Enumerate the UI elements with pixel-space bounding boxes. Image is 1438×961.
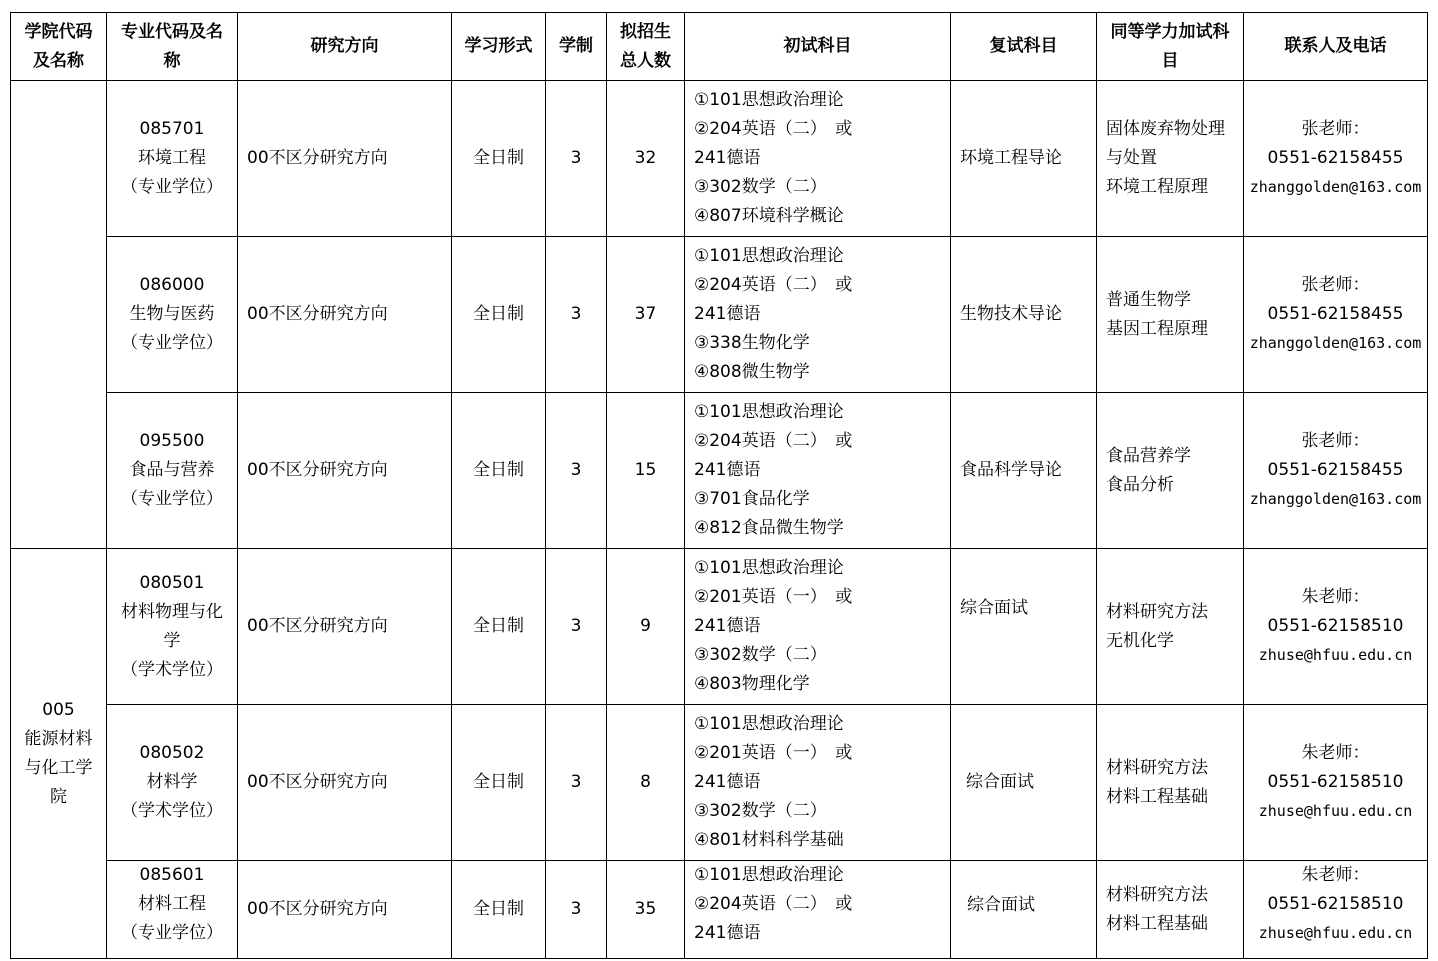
header-contact: 联系人及电话 xyxy=(1244,13,1428,81)
major-cell: 095500 食品与营养 （专业学位） xyxy=(107,393,238,549)
years-cell: 3 xyxy=(546,237,607,393)
retest-cell: 综合面试 xyxy=(951,705,1097,861)
contact-cell: 张老师： 0551-62158455 zhanggolden@163.com xyxy=(1244,81,1428,237)
retest-cell: 生物技术导论 xyxy=(951,237,1097,393)
contact-cell: 张老师： 0551-62158455 zhanggolden@163.com xyxy=(1244,393,1428,549)
years-cell: 3 xyxy=(546,81,607,237)
extra-cell: 食品营养学 食品分析 xyxy=(1097,393,1244,549)
exams-cell: ①101思想政治理论 ②204英语（二） 或 241德语 xyxy=(685,861,951,959)
exams-cell: ①101思想政治理论 ②204英语（二） 或 241德语 ③338生物化学 ④808微生物学 xyxy=(685,237,951,393)
table-row xyxy=(11,237,1428,393)
direction-cell: 00不区分研究方向 xyxy=(238,861,452,959)
direction-cell: 00不区分研究方向 xyxy=(238,393,452,549)
direction-cell: 00不区分研究方向 xyxy=(238,81,452,237)
contact-cell: 朱老师： 0551-62158510 zhuse@hfuu.edu.cn xyxy=(1244,705,1428,861)
retest-cell: 环境工程导论 xyxy=(951,81,1097,237)
header-mode: 学习形式 xyxy=(452,13,546,81)
retest-cell: 食品科学导论 xyxy=(951,393,1097,549)
major-cell: 080501 材料物理与化 学 （学术学位） xyxy=(107,549,238,705)
header-years: 学制 xyxy=(546,13,607,81)
admissions-table xyxy=(10,12,1428,959)
table-row xyxy=(11,81,1428,237)
contact-cell: 朱老师： 0551-62158510 zhuse@hfuu.edu.cn xyxy=(1244,861,1428,959)
mode-cell: 全日制 xyxy=(452,549,546,705)
header-direction: 研究方向 xyxy=(238,13,452,81)
table-row xyxy=(11,393,1428,549)
retest-cell: 综合面试 xyxy=(951,549,1097,705)
major-cell: 086000 生物与医药 （专业学位） xyxy=(107,237,238,393)
quota-cell: 8 xyxy=(607,705,685,861)
header-college: 学院代码及名称 xyxy=(11,13,107,81)
exams-cell: ①101思想政治理论 ②201英语（一） 或 241德语 ③302数学（二） ④803物理化学 xyxy=(685,549,951,705)
extra-cell: 材料研究方法 无机化学 xyxy=(1097,549,1244,705)
exams-cell: ①101思想政治理论 ②204英语（二） 或 241德语 ③302数学（二） ④807环境科学概论 xyxy=(685,81,951,237)
header-exams: 初试科目 xyxy=(685,13,951,81)
mode-cell: 全日制 xyxy=(452,237,546,393)
contact-cell: 张老师： 0551-62158455 zhanggolden@163.com xyxy=(1244,237,1428,393)
header-extra: 同等学力加试科目 xyxy=(1097,13,1244,81)
direction-cell: 00不区分研究方向 xyxy=(238,705,452,861)
college-cell-empty xyxy=(11,81,107,549)
retest-cell: 综合面试 xyxy=(951,861,1097,959)
extra-cell: 固体废弃物处理 与处置 环境工程原理 xyxy=(1097,81,1244,237)
extra-cell: 普通生物学 基因工程原理 xyxy=(1097,237,1244,393)
mode-cell: 全日制 xyxy=(452,81,546,237)
major-cell: 085701 环境工程 （专业学位） xyxy=(107,81,238,237)
exams-cell: ①101思想政治理论 ②201英语（一） 或 241德语 ③302数学（二） ④801材料科学基础 xyxy=(685,705,951,861)
quota-cell: 32 xyxy=(607,81,685,237)
quota-cell: 15 xyxy=(607,393,685,549)
major-cell: 085601 材料工程 （专业学位） xyxy=(107,861,238,959)
quota-cell: 9 xyxy=(607,549,685,705)
mode-cell: 全日制 xyxy=(452,705,546,861)
extra-cell: 材料研究方法 材料工程基础 xyxy=(1097,705,1244,861)
years-cell: 3 xyxy=(546,705,607,861)
exams-cell: ①101思想政治理论 ②204英语（二） 或 241德语 ③701食品化学 ④812食品微生物学 xyxy=(685,393,951,549)
quota-cell: 35 xyxy=(607,861,685,959)
years-cell: 3 xyxy=(546,861,607,959)
header-quota: 拟招生总人数 xyxy=(607,13,685,81)
header-retest: 复试科目 xyxy=(951,13,1097,81)
direction-cell: 00不区分研究方向 xyxy=(238,237,452,393)
table-row xyxy=(11,861,1428,959)
contact-cell: 朱老师： 0551-62158510 zhuse@hfuu.edu.cn xyxy=(1244,549,1428,705)
direction-cell: 00不区分研究方向 xyxy=(238,549,452,705)
table-row xyxy=(11,705,1428,861)
major-cell: 080502 材料学 （学术学位） xyxy=(107,705,238,861)
mode-cell: 全日制 xyxy=(452,393,546,549)
header-row xyxy=(11,13,1428,81)
mode-cell: 全日制 xyxy=(452,861,546,959)
extra-cell: 材料研究方法 材料工程基础 xyxy=(1097,861,1244,959)
table-row xyxy=(11,549,1428,705)
quota-cell: 37 xyxy=(607,237,685,393)
header-major: 专业代码及名称 xyxy=(107,13,238,81)
years-cell: 3 xyxy=(546,393,607,549)
years-cell: 3 xyxy=(546,549,607,705)
college-cell: 005 能源材料 与化工学 院 xyxy=(11,549,107,959)
